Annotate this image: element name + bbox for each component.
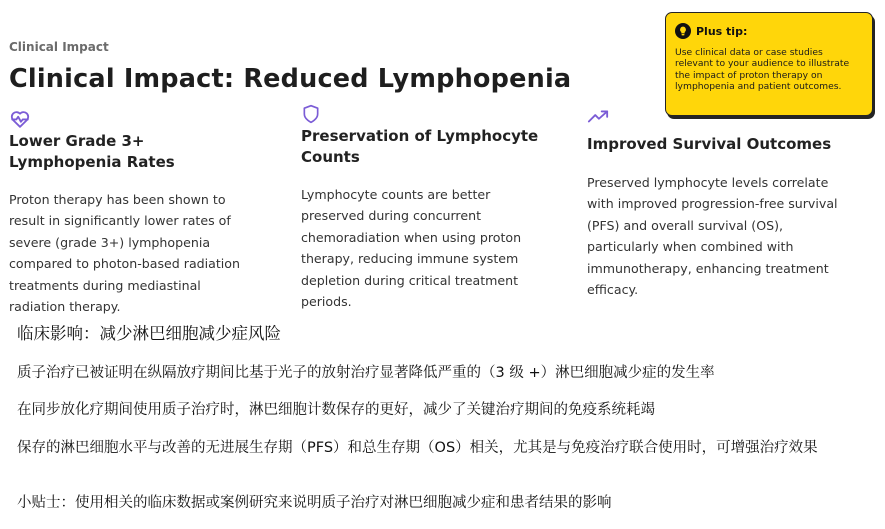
trending-up-icon xyxy=(587,108,609,124)
plus-tip-text: Use clinical data or case studies relevant to your audience to illustrate the impact of proton therapy on lymphopenia and patient outcomes. xyxy=(675,47,850,92)
heart-pulse-icon xyxy=(9,108,31,130)
feature-heading: Lower Grade 3+ Lymphopenia Rates xyxy=(9,132,175,171)
slide-eyebrow: Clinical Impact xyxy=(9,40,109,54)
translation-line: 在同步放化疗期间使用质子治疗时，淋巴细胞计数保存的更好，减少了关键治疗期间的免疫系统耗竭 xyxy=(17,402,655,418)
feature-body: Proton therapy has been shown to result in significantly lower rates of severe (grade 3+) lymphopenia compared to photon-based radiation treatments during mediastinal radiation therapy. xyxy=(9,192,240,315)
feature-body: Lymphocyte counts are better preserved during concurrent chemoradiation when using proton therapy, reducing immune system depletion during critical treatment periods. xyxy=(301,187,522,310)
lightbulb-icon xyxy=(675,23,691,39)
translation-title: 临床影响：减少淋巴细胞减少症风险 xyxy=(17,324,281,343)
plus-tip-header xyxy=(675,23,863,39)
feature-column-lymphocyte-counts xyxy=(301,103,541,312)
plus-tip-label: Plus tip: xyxy=(696,24,748,38)
translation-line: 保存的淋巴细胞水平与改善的无进展生存期（PFS）和总生存期（OS）相关，尤其是与免疫治疗联合使用时，可增强治疗效果 xyxy=(17,440,818,456)
plus-tip-callout xyxy=(665,12,873,116)
feature-heading: Preservation of Lymphocyte Counts xyxy=(301,127,539,166)
slide-title: Clinical Impact: Reduced Lymphopenia xyxy=(9,64,572,94)
translation-line: 小贴士：使用相关的临床数据或案例研究来说明质子治疗对淋巴细胞减少症和患者结果的影响 xyxy=(17,495,612,511)
feature-column-lymphopenia-rates xyxy=(9,108,259,317)
feature-heading: Improved Survival Outcomes xyxy=(587,135,832,153)
translation-line: 质子治疗已被证明在纵隔放疗期间比基于光子的放射治疗显著降低严重的（3 级 +）淋巴细胞减少症的发生率 xyxy=(17,365,715,381)
feature-column-survival-outcomes xyxy=(587,108,855,300)
feature-body: Preserved lymphocyte levels correlate with improved progression-free survival (PFS) and overall survival (OS), particularly when combined with immunotherapy, enhancing treatment efficacy. xyxy=(587,175,838,298)
shield-icon xyxy=(301,103,321,125)
